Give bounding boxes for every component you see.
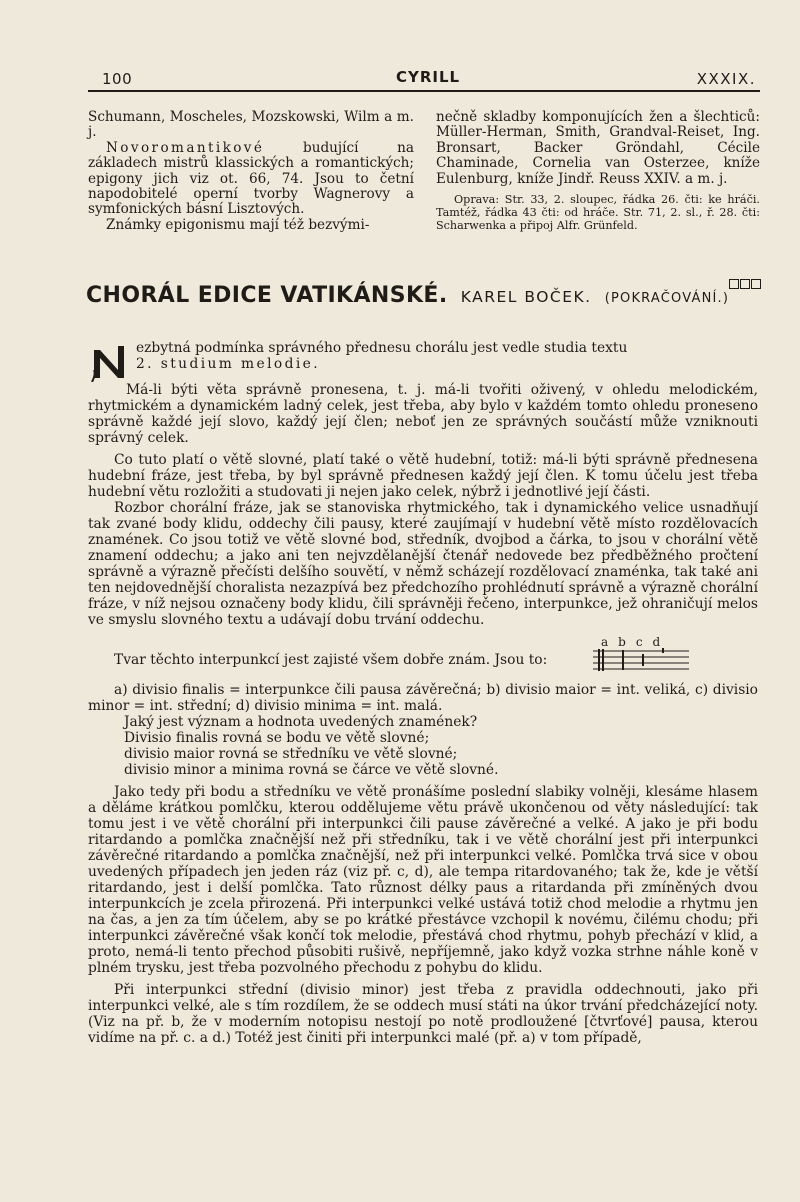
left-column: [88, 110, 414, 233]
left-paragraph-2-text: budující na základech mistrů klassických a romantických; epigony jich viz ot. 66, 74. Jsou to četní napodobitelé operní tvorby Wagnerovy a symfonických básní Lisztových.: [88, 139, 414, 218]
punctuation-example-row: [88, 634, 758, 676]
right-column: [436, 110, 760, 232]
body-paragraph-4: Jako tedy při bodu a středníku ve větě pronášíme poslední slabiky volněji, klesáme hlasem a děláme krátkou pomlčku, kterou oddělujeme větu právě ukončenou od věty následující: tak tomu jest i ve větě chorální při interpunkci čili pause závěrečné a velké. A jako je při bodu ritardando a pomlčka značnější než při středníku, tak i ve větě chorální jest při interpunkci závěrečné ritardando a pomlčka značnější, než při interpunkci velké. Pomlčka trvá sice v obou uvedených případech jen jeden ráz (viz př. c, d), ale tempa ritardovaného; tak že, kde je větší ritardando, jest i delší pomlčka. Tato různost délky paus a ritardanda při zmíněných dvou interpunkcích je zcela přirozená. Při interpunkci velké ustává totiž chod melodie a rhytmu jen na čas, a jen za tím účelem, aby se po krátké přestávce vzchopil k novému, čilému chodu; při interpunkci závěrečné však končí tok melodie, přestává chod rhytmu, pohyb přechází v klid, a proto, nemá-li tento přechod působiti rušivě, nepříjemně, jako když vozka strhne náhle koně v plném trysku, jest třeba pozvolného přechodu z pohybu do klidu.: [88, 784, 758, 976]
left-paragraph-2: [88, 141, 414, 218]
list-item: divisio minor a minima rovná se čárce ve větě slovné.: [124, 762, 499, 778]
journal-title: CYRILL: [396, 68, 461, 86]
intro-subheading: 2. studium melodie.: [136, 356, 321, 372]
definitions-paragraph: a) divisio finalis = interpunkce čili pausa závěrečná; b) divisio maior = int. veliká, c) divisio minor = int. střední; d) divisio minima = int. malá.: [88, 682, 758, 714]
body-paragraph-2: Co tuto platí o větě slovné, platí také o větě hudební, totiž: má-li býti správně přednesena hudební fráze, jest třeba, by byl správně přednesen každý její člen. K tomu účelu jest třeba hudební větu rozložiti a studovati ji nejen jako celek, nýbrž i jednotlivé její části.: [88, 452, 758, 500]
body-paragraph-3: Rozbor chorální fráze, jak se stanoviska rhytmického, tak i dynamického velice usnadňují tak zvané body klidu, oddechy čili pausy, které zaujímají v hudební větě místo rozdělovacích znamének. Co jsou totiž ve větě slovné bod, středník, dvojbod a čárka, to jsou v chorální větě znamení oddechu; a jako ani ten nejvzdělanější čtenář nedovede bez předběžného pročtení správně a výrazně přečísti delšího souvětí, v němž scházejí rozdělovací znaménka, tak také ani ten nejdovednější choralista nezazpívá bez předchozího prohlédnutí správně a výrazně chorální fráze, v níž nejsou označeny body klidu, čili správněji řečeno, interpunkce, jež ohraničují melos ve smyslu slovného textu a udávají dobu trvání oddechu.: [88, 500, 758, 628]
drop-cap-n-icon: [90, 342, 130, 382]
spaced-term: Novoromantikové: [106, 139, 265, 156]
running-header: [88, 68, 760, 92]
continuation-note: (POKRAČOVÁNÍ.): [604, 291, 730, 306]
neume-staff-icon: [593, 648, 689, 674]
list-item: divisio maior rovná se středníku ve větě slovné;: [124, 746, 458, 762]
list-item: Divisio finalis rovná se bodu ve větě slovné;: [124, 730, 430, 746]
body-paragraph-5: Při interpunkci střední (divisio minor) jest třeba z pravidla oddechnouti, jako při interpunkci velké, ale s tím rozdílem, že se oddech musí státi na úkor trvání předcházející noty. (Viz na př. b, že v moderním notopisu nestojí po notě prodloužené [čtvrťové] pausa, kterou vidíme na př. c. a d.) Totéž jest činiti při interpunkci malé (př. a) v tom případě,: [88, 982, 758, 1046]
left-paragraph-1: Schumann, Moscheles, Mozskowski, Wilm a m. j.: [88, 109, 414, 141]
article-heading: [86, 283, 766, 308]
body-paragraph-1: Má-li býti věta správně pronesena, t. j. má-li tvořiti oživený, v ohledu melodickém, rhytmickém a dynamickém ladný celek, jest třeba, aby bylo v každém tomto ohledu proneseno správně každé její slovo, každý její člen; neboť jen ze správných součástí může vzniknouti správný celek.: [88, 382, 758, 446]
article-body: [88, 340, 758, 1046]
list-item: Jaký jest význam a hodnota uvedených znamének?: [124, 714, 478, 730]
staff-letters: abcd: [601, 635, 671, 649]
erratum-note: Oprava: Str. 33, 2. sloupec, řádka 26. čti: ke hráči. Tamtéž, řádka 43 čti: od hráče. Str. 71, 2. sl., ř. 28. čti: Scharwenka a připoj Alfr. Grünfeld.: [436, 193, 760, 233]
intro-line: ezbytná podmínka správného přednesu chorálu jest vedle studia textu: [136, 340, 628, 356]
article-author: KAREL BOČEK.: [460, 288, 592, 306]
page-number: 100: [102, 70, 133, 88]
left-paragraph-3: Známky epigonismu mají též bezvými-: [106, 216, 370, 233]
punctuation-intro: Tvar těchto interpunkcí jest zajisté všem dobře znám. Jsou to:: [114, 652, 548, 668]
volume-number: XXXIX.: [696, 70, 756, 88]
question-list: [88, 714, 758, 778]
chant-staff-figure: [593, 634, 693, 676]
right-paragraph-1: nečně skladby komponujících žen a šlechticů: Müller-Herman, Smith, Grandval-Reiset, Ing. Bronsart, Backer Gröndahl, Cécile Chaminade, Cornelia van Osterzee, kníže Eulenburg, kníže Jindř. Reuss XXIV. a m. j.: [436, 109, 760, 187]
article-title: CHORÁL EDICE VATIKÁNSKÉ.: [86, 283, 448, 308]
